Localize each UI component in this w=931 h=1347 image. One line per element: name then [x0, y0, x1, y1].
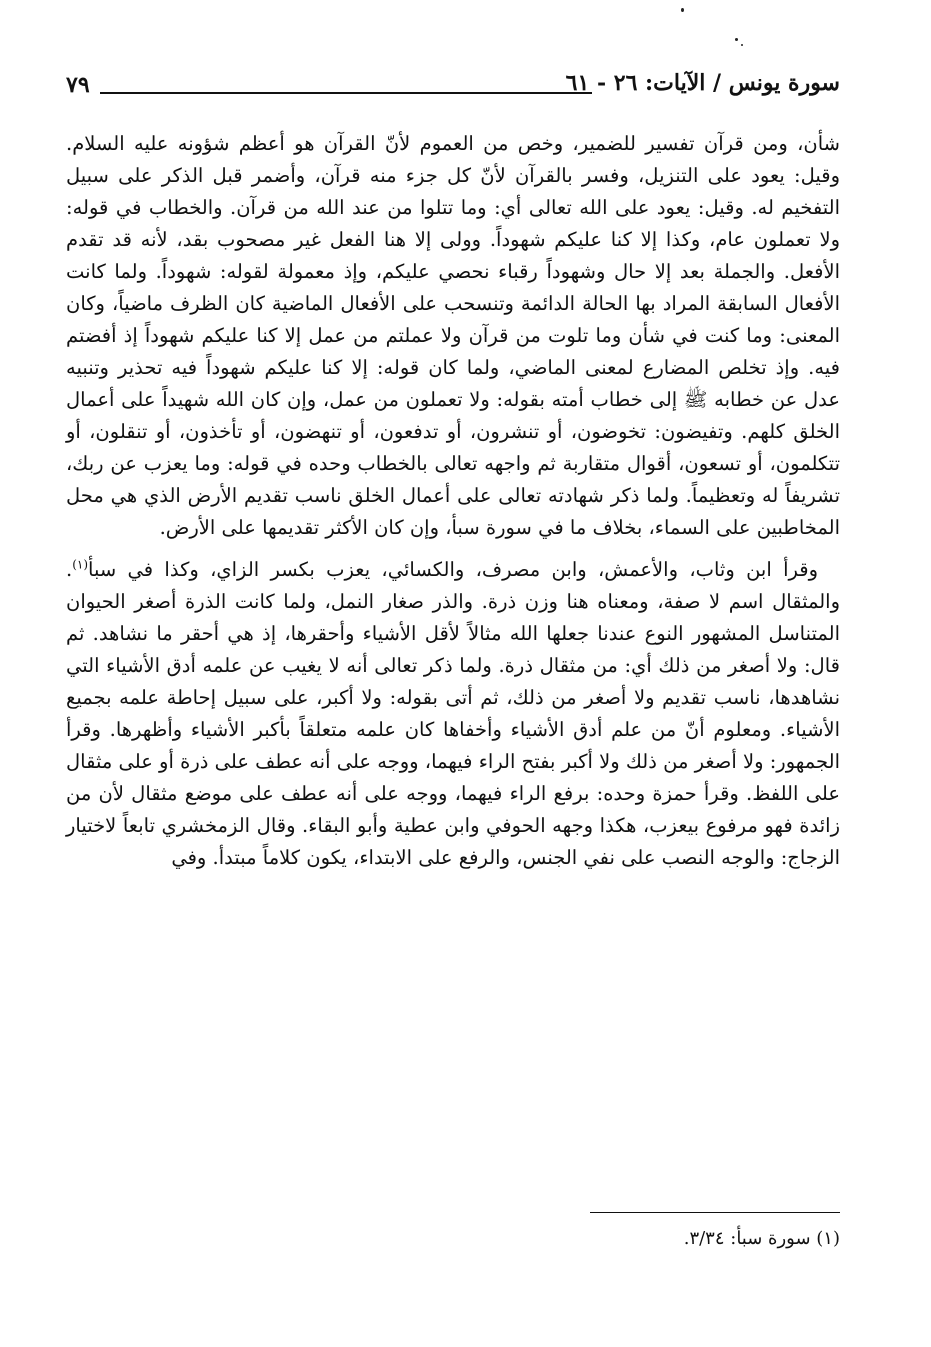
chapter-title: سورة يونس / الآيات: ٢٦ - ٦١: [565, 70, 840, 96]
running-header: [66, 70, 840, 110]
main-text: [66, 128, 840, 884]
scan-speck: [681, 8, 684, 12]
paragraph-1: شأن، ومن قرآن تفسير للضمير، وخص من العموم لأنّ القرآن هو أعظم شؤونه عليه السلام. وقيل: يعود على التنزيل، وفسر بالقرآن لأنّ كل جزء منه قرآن، وأضمر قبل الذكر على سبيل التفخيم له. وقيل: يعود على الله تعالى أي: وما تتلوا من عند الله من قرآن. والخطاب في قوله: ولا تعملون عام، وكذا إلا كنا عليكم شهوداً. وولى إلا هنا الفعل غير مصحوب بقد، لأنه قد تقدم الأفعل. والجملة بعد إلا حال وشهوداً رقباء نحصي عليكم، وإذ معمولة لقوله: شهوداً. ولما كانت الأفعال السابقة المراد بها الحالة الدائمة وتنسحب على الأفعال الماضية كان الظرف ماضياً، وكان المعنى: وما كنت في شأن وما تلوت من قرآن ولا عملتم من عمل إلا كنا عليكم شهوداً إذ أفضتم فيه. وإذ تخلص المضارع لمعنى الماضي، ولما كان قوله: إلا كنا عليكم شهوداً فيه تحذير وتنبيه عدل عن خطابه ﷺ إلى خطاب أمته بقوله: ولا تعملون من عمل، وإن كان الله شهيداً على أعمال الخلق كلهم. وتفيضون: تخوضون، أو تنشرون، أو تدفعون، أو تنهضون، أو تأخذون، أو تنقلون، أو تتكلمون، أو تسعون، أقوال متقاربة ثم واجهه تعالى بالخطاب وحده في قوله: وما يعزب عن ربك، تشريفاً له وتعظيماً. ولما ذكر شهادته تعالى على أعمال الخلق ناسب تقديم الأرض الذي هي محل المخاطبين على السماء، بخلاف ما في سورة سبأ، وإن كان الأكثر تقديمها على الأرض.: [66, 132, 840, 539]
footnote-rule: [590, 1212, 840, 1213]
scan-speck: [741, 44, 743, 46]
footnote: (١) سورة سبأ: ٣/٣٤.: [683, 1228, 840, 1249]
paragraph-2: [66, 554, 840, 874]
scan-speck: [735, 38, 738, 41]
paragraph-2-after-ref: . والمثقال اسم لا صفة، ومعناه هنا وزن ذرة. والذر صغار النمل، ولما كانت الذرة أصغر الحيوان المتناسل المشهور النوع عندنا جعلها الله مثالاً لأقل الأشياء وأحقرها، إذ هي أحقر ما نشاهد. ثم قال: ولا أصغر من ذلك أي: من مثقال ذرة. ولما ذكر تعالى أنه لا يغيب عن علمه أدق الأشياء التي نشاهدها، ناسب تقديم ولا أصغر من ذلك، ثم أتى بقوله: ولا أكبر، على سبيل إحاطة علمه بجميع الأشياء. ومعلوم أنّ من علم أدق الأشياء وأخفاها كان علمه متعلقاً بأكبر الأشياء وأظهرها. وقرأ الجمهور: ولا أصغر من ذلك ولا أكبر بفتح الراء فيهما، ووجه على أنه عطف على ذرة أو على مثقال على اللفظ. وقرأ حمزة وحده: برفع الراء فيهما، ووجه على أنه عطف على موضع مثقال لأن من زائدة فهو مرفوع بيعزب، هكذا وجهه الحوفي وابن عطية وأبو البقاء. وقال الزمخشري تابعاً لاختيار الزجاج: والوجه النصب على نفي الجنس، والرفع على الابتداء، يكون كلاماً مبتدأ. وفي: [66, 558, 840, 869]
page-number: ٧٩: [66, 72, 90, 98]
paragraph-2-before-ref: وقرأ ابن وثاب، والأعمش، وابن مصرف، والكسائي، يعزب بكسر الزاي، وكذا في سبأ: [88, 558, 818, 581]
header-rule: [100, 92, 592, 94]
footnote-reference[interactable]: (١): [72, 557, 89, 572]
